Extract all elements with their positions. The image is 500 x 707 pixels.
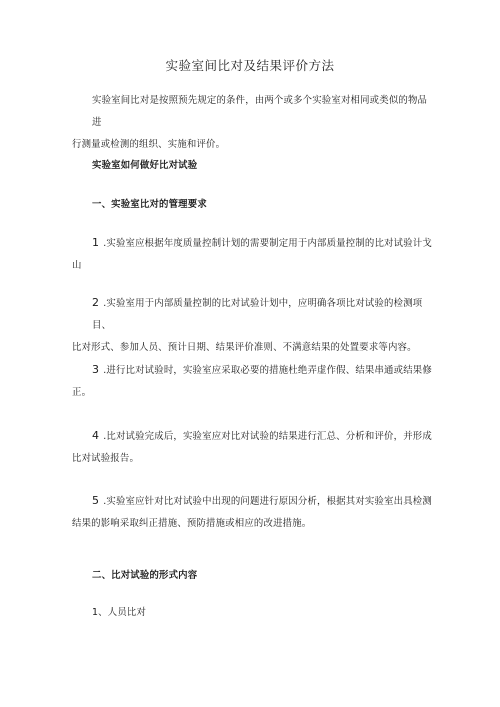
list-item: [72, 292, 434, 359]
intro-line-1: 实验室间比对是按照预先规定的条件，由两个或多个实验室对相同或类似的物品进: [92, 95, 428, 128]
list-item-line-1: [72, 490, 434, 513]
list-item: [72, 425, 434, 470]
list-item: [72, 490, 434, 535]
list-item-line-2: 比对试验报告。: [72, 453, 140, 464]
list-item-line-2: 比对形式、参加人员、预计日期、结果评价准则、不满意结果的处置要求等内容。: [72, 342, 417, 353]
section-2-heading: 二、比对试验的形式内容: [92, 570, 198, 581]
section-1-heading: 一、实验室比对的管理要求: [92, 199, 207, 210]
list-item-text: .实验室用于内部质量控制的比对试验计划中，应明确各项比对试验的检测项目、: [92, 298, 423, 331]
list-item-line-1: [72, 425, 434, 448]
list-item-text: .实验室应针对比对试验中出现的问题进行原因分析，根据其对实验室出具检测: [103, 496, 432, 507]
list-item-text: .进行比对试验时，实验室应采取必要的措施杜绝弄虚作假、结果串通或结果修: [103, 365, 432, 376]
intro-paragraph: [72, 90, 434, 156]
list-item-number: 1: [92, 236, 100, 249]
list-item-line-2: 山: [72, 260, 82, 271]
list-item-text: .实验室应根据年度质量控制计划的需要制定用于内部质量控制的比对试验计戈: [103, 238, 432, 249]
list-item-number: 2: [92, 296, 100, 309]
list-item-text: .比对试验完成后，实验室应对比对试验的结果进行汇总、分析和评价，并形成: [103, 431, 432, 442]
list-item-line-2: 正。: [72, 387, 92, 398]
list-item-line-1: [72, 359, 434, 382]
list-item-number: 3: [92, 363, 100, 376]
list-item-line-1: [72, 232, 434, 255]
list-item: [72, 232, 434, 277]
list-item-line-1: [72, 292, 434, 337]
document-title: 实验室间比对及结果评价方法: [165, 58, 335, 73]
subsection-heading: 1、人员比对: [92, 607, 147, 618]
list-item-number: 4: [92, 429, 100, 442]
list-item-number: 5: [92, 494, 100, 507]
list-item-line-2: 结果的影响采取纠正措施、预防措施或相应的改进措施。: [72, 518, 312, 529]
list-item: [72, 359, 434, 404]
heading-how-to: 实验室如何做好比对试验: [92, 160, 198, 171]
intro-line-2: 行测量或检测的组织、实施和评价。: [72, 139, 226, 150]
